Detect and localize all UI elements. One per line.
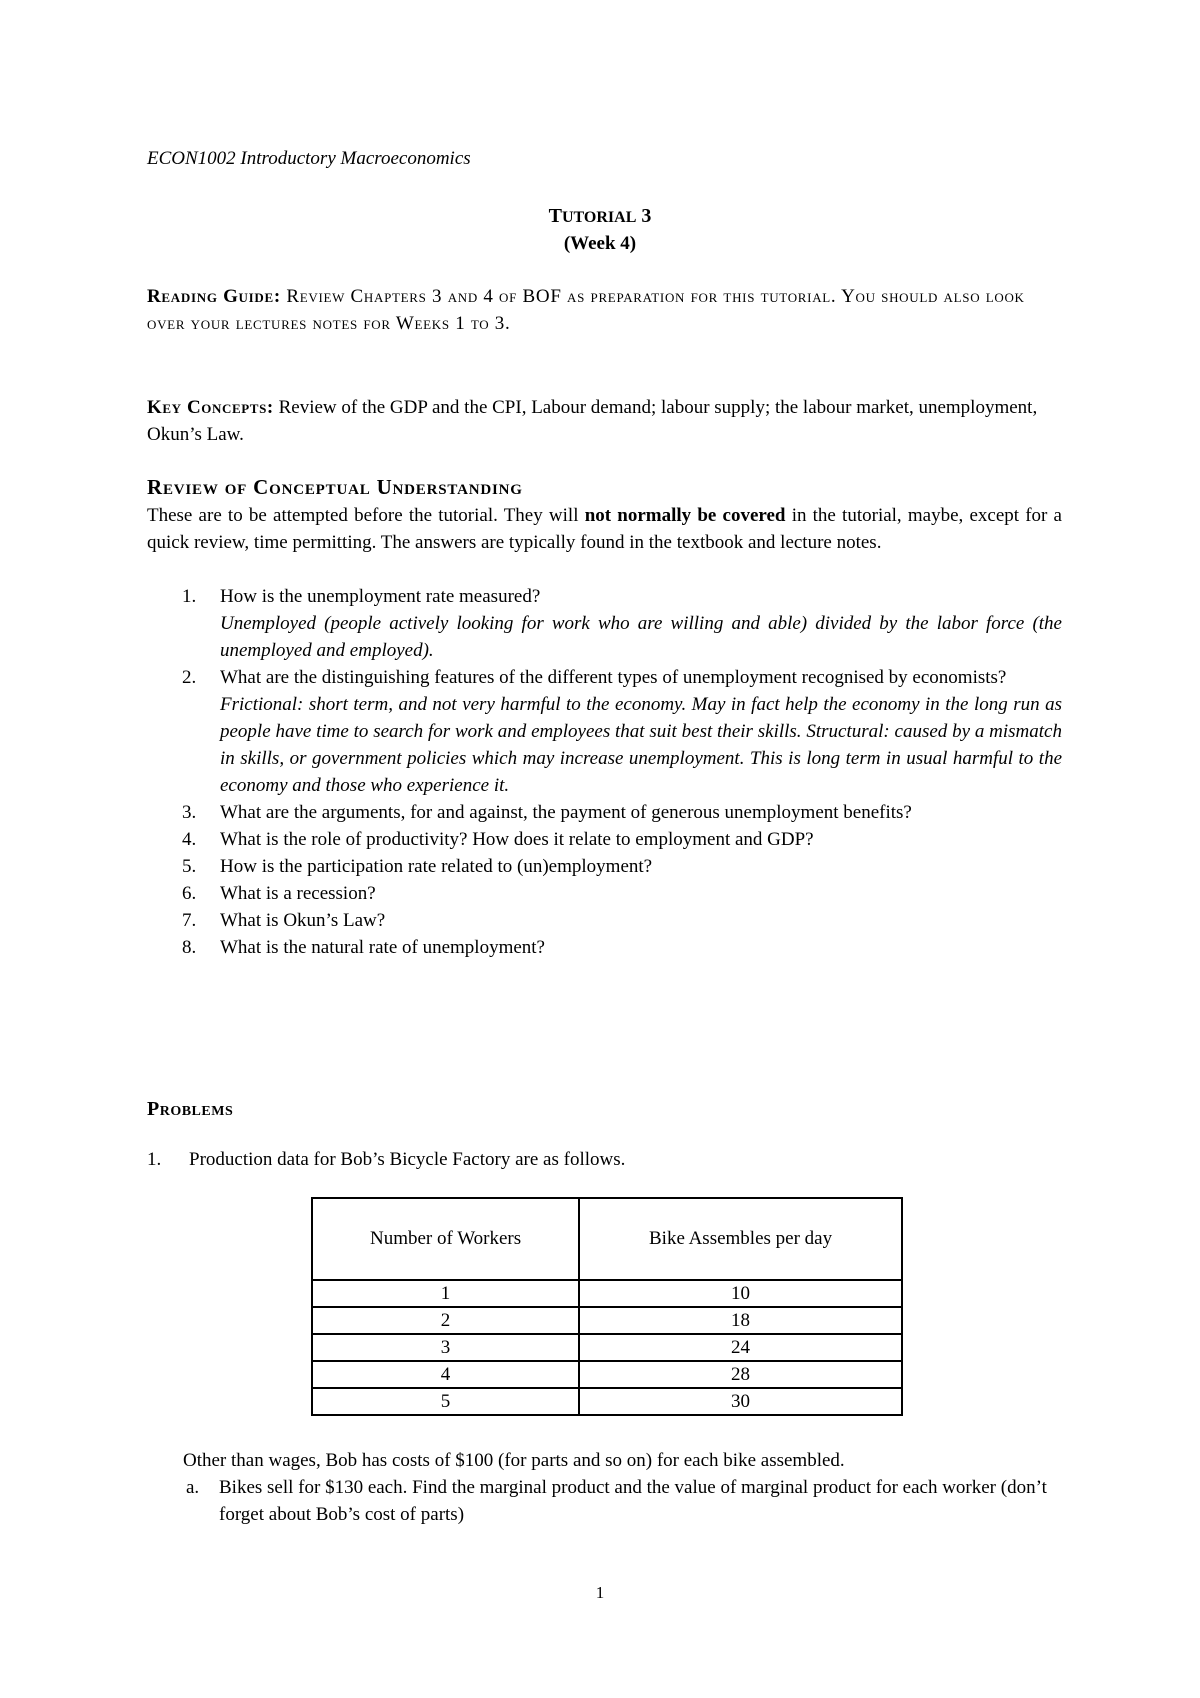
question-text: What is the role of productivity? How does it relate to employment and GDP? bbox=[220, 829, 814, 850]
question-number: 1. bbox=[182, 586, 197, 607]
question-number: 2. bbox=[182, 667, 197, 688]
question-item bbox=[147, 853, 1062, 880]
sub-question-a bbox=[183, 1474, 1063, 1528]
other-costs-text: Other than wages, Bob has costs of $100 (for parts and so on) for each bike assembled. bbox=[183, 1450, 845, 1471]
table-header-row bbox=[312, 1198, 902, 1280]
problem-number: 1. bbox=[147, 1149, 162, 1170]
table-header-workers: Number of Workers bbox=[312, 1198, 579, 1280]
tutorial-title-initial: T bbox=[548, 205, 562, 227]
key-concepts-label: Key Concepts: bbox=[147, 397, 274, 418]
tutorial-title-rest: UTORIAL bbox=[561, 209, 637, 226]
question-number: 5. bbox=[182, 856, 197, 877]
question-text: What is a recession? bbox=[220, 883, 376, 904]
question-text: How is the unemployment rate measured? bbox=[220, 586, 541, 607]
table-cell: 10 bbox=[579, 1280, 902, 1307]
table-header-bikes: Bike Assembles per day bbox=[579, 1198, 902, 1280]
tutorial-number: 3 bbox=[641, 205, 652, 227]
table-row bbox=[312, 1307, 902, 1334]
table-cell: 30 bbox=[579, 1388, 902, 1415]
page-number: 1 bbox=[595, 1583, 605, 1602]
reading-guide bbox=[147, 283, 1062, 337]
problem-text: Production data for Bob’s Bicycle Factory are as follows. bbox=[189, 1149, 626, 1170]
question-text: What is the natural rate of unemployment? bbox=[220, 937, 545, 958]
question-number: 4. bbox=[182, 829, 197, 850]
question-answer: Frictional: short term, and not very harmful to the economy. May in fact help the economy in the long run as people have time to search for work and employees that suit best their skills. Structural: caused by a mismatch in skills, or government policies which may increase unemployment. This is long term in usual harmful to the economy and those who experience it. bbox=[220, 694, 1062, 796]
review-question-list bbox=[147, 583, 1062, 961]
production-table bbox=[311, 1197, 903, 1416]
problem-1 bbox=[147, 1146, 625, 1173]
question-answer: Unemployed (people actively looking for work who are willing and able) divided by the labor force (the unemployed and employed). bbox=[220, 613, 1062, 661]
problems-heading: Problems bbox=[147, 1098, 234, 1120]
tutorial-title bbox=[0, 205, 1200, 228]
course-title: ECON1002 Introductory Macroeconomics bbox=[147, 148, 471, 169]
table-cell: 5 bbox=[312, 1388, 579, 1415]
question-number: 7. bbox=[182, 910, 197, 931]
table-row bbox=[312, 1388, 902, 1415]
review-intro-bold: not normally be covered bbox=[584, 505, 786, 526]
table-cell: 1 bbox=[312, 1280, 579, 1307]
reading-guide-text: Review Chapters 3 and 4 of BOF as preparation for this tutorial. You should also look over your lectures notes for Weeks 1 to 3. bbox=[147, 286, 1025, 334]
question-item bbox=[147, 826, 1062, 853]
question-number: 6. bbox=[182, 883, 197, 904]
table-row bbox=[312, 1334, 902, 1361]
question-text: How is the participation rate related to (un)employment? bbox=[220, 856, 653, 877]
key-concepts bbox=[147, 394, 1062, 448]
question-item bbox=[147, 934, 1062, 961]
question-text: What are the distinguishing features of the different types of unemployment recognised by economists? bbox=[220, 667, 1007, 688]
table-row bbox=[312, 1361, 902, 1388]
table-cell: 3 bbox=[312, 1334, 579, 1361]
review-intro-part1: These are to be attempted before the tutorial. They will bbox=[147, 505, 585, 526]
review-intro bbox=[147, 502, 1062, 556]
week-label: (Week 4) bbox=[563, 233, 637, 254]
review-heading: Review of Conceptual Understanding bbox=[147, 475, 523, 499]
table-cell: 2 bbox=[312, 1307, 579, 1334]
sub-question-label: a. bbox=[186, 1477, 200, 1498]
question-number: 3. bbox=[182, 802, 197, 823]
table-cell: 18 bbox=[579, 1307, 902, 1334]
question-item bbox=[147, 799, 1062, 826]
question-item bbox=[147, 583, 1062, 664]
table-cell: 28 bbox=[579, 1361, 902, 1388]
question-item bbox=[147, 880, 1062, 907]
key-concepts-text: Review of the GDP and the CPI, Labour demand; labour supply; the labour market, unemployment, Okun’s Law. bbox=[147, 397, 1038, 445]
sub-question-text: Bikes sell for $130 each. Find the marginal product and the value of marginal product for each worker (don’t forget about Bob’s cost of parts) bbox=[219, 1477, 1047, 1525]
question-item bbox=[147, 664, 1062, 799]
question-number: 8. bbox=[182, 937, 197, 958]
table-cell: 24 bbox=[579, 1334, 902, 1361]
table-row bbox=[312, 1280, 902, 1307]
question-item bbox=[147, 907, 1062, 934]
question-text: What is Okun’s Law? bbox=[220, 910, 386, 931]
review-intro-part2: in the tutorial, maybe, except for a quick review, time permitting. The answers are typically found in the textbook and lecture notes. bbox=[147, 505, 1062, 553]
question-text: What are the arguments, for and against, the payment of generous unemployment benefits? bbox=[220, 802, 912, 823]
reading-guide-label: Reading Guide: bbox=[147, 286, 281, 307]
table-cell: 4 bbox=[312, 1361, 579, 1388]
